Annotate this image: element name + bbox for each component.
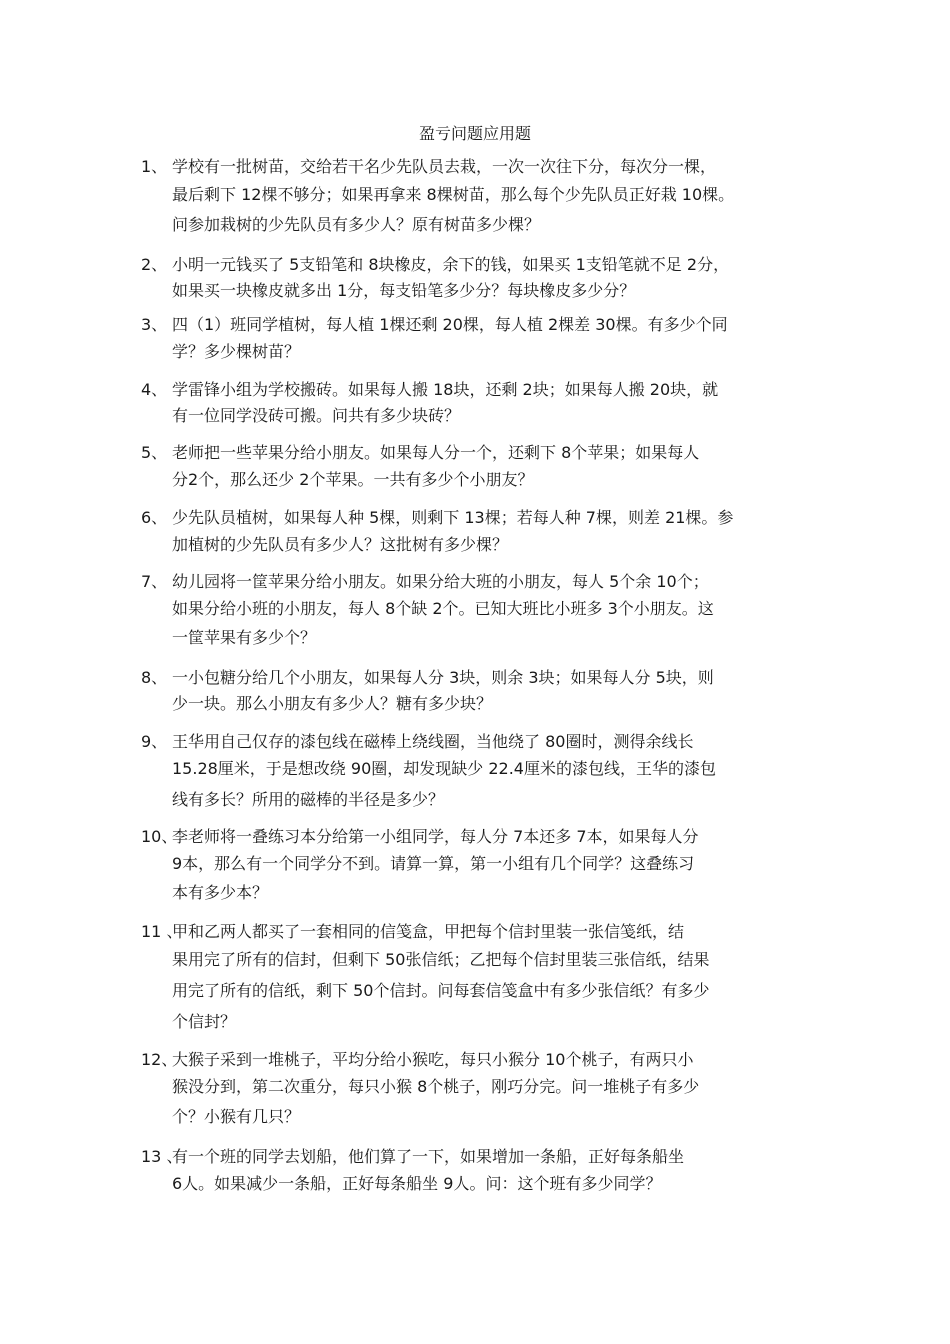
problem-text-line: 学校有一批树苗，交给若干名少先队员去栽，一次一次往下分，每次分一棵， — [172, 157, 717, 176]
problem-text-line: 分2个，那么还少 2个苹果。一共有多少个小朋友？ — [172, 470, 534, 489]
problem-number: 6、 — [141, 508, 168, 527]
problem-number: 2、 — [141, 255, 168, 274]
problem-text-line: 猴没分到，第二次重分，每只小猴 8个桃子，刚巧分完。问一堆桃子有多少 — [172, 1077, 700, 1096]
problem-text-line: 一小包糖分给几个小朋友，如果每人分 3块，则余 3块；如果每人分 5块，则 — [172, 668, 714, 687]
problem-text-line: 有一位同学没砖可搬。问共有多少块砖？ — [172, 406, 461, 425]
problem-text-line: 9本，那么有一个同学分不到。请算一算，第一小组有几个同学？这叠练习 — [172, 854, 695, 873]
problem-text-line: 一筐苹果有多少个？ — [172, 628, 317, 647]
problem-text-line: 甲和乙两人都买了一套相同的信笺盒，甲把每个信封里装一张信笺纸，结 — [172, 922, 685, 941]
problem-text-line: 线有多长？所用的磁棒的半径是多少？ — [172, 790, 445, 809]
problem-text-line: 学雷锋小组为学校搬砖。如果每人搬 18块，还剩 2块；如果每人搬 20块，就 — [172, 380, 719, 399]
problem-number: 1、 — [141, 157, 168, 176]
problem-text-line: 王华用自己仅存的漆包线在磁棒上绕线圈，当他绕了 80圈时，测得余线长 — [172, 732, 694, 751]
problem-text-line: 有一个班的同学去划船，他们算了一下，如果增加一条船，正好每条船坐 — [172, 1147, 685, 1166]
document-title: 盈亏问题应用题 — [418, 124, 531, 143]
problem-text-line: 学？多少棵树苗？ — [172, 342, 301, 361]
problem-number: 11 、 — [141, 922, 183, 941]
problem-text-line: 如果买一块橡皮就多出 1分，每支铅笔多少分？每块橡皮多少分？ — [172, 281, 636, 300]
problem-number: 5、 — [141, 443, 168, 462]
problem-text-line: 问参加栽树的少先队员有多少人？原有树苗多少棵？ — [172, 215, 541, 234]
problem-number: 13 、 — [141, 1147, 183, 1166]
problem-text-line: 个？小猴有几只？ — [172, 1107, 301, 1126]
problem-text-line: 加植树的少先队员有多少人？这批树有多少棵？ — [172, 535, 509, 554]
problem-text-line: 少一块。那么小朋友有多少人？糖有多少块？ — [172, 694, 493, 713]
problem-number: 8、 — [141, 668, 168, 687]
problem-text-line: 少先队员植树，如果每人种 5棵，则剩下 13棵；若每人种 7棵，则差 21棵。参 — [172, 508, 734, 527]
problem-text-line: 四（1）班同学植树，每人植 1棵还剩 20棵，每人植 2棵差 30棵。有多少个同 — [172, 315, 728, 334]
problem-number: 7、 — [141, 572, 168, 591]
problem-text-line: 用完了所有的信纸，剩下 50个信封。问每套信笺盒中有多少张信纸？有多少 — [172, 981, 710, 1000]
problem-text-line: 最后剩下 12棵不够分；如果再拿来 8棵树苗，那么每个少先队员正好栽 10棵。 — [172, 185, 735, 204]
problem-number: 3、 — [141, 315, 168, 334]
problem-text-line: 个信封？ — [172, 1012, 237, 1031]
problem-number: 10、 — [141, 827, 178, 846]
problem-text-line: 本有多少本？ — [172, 883, 269, 902]
problem-text-line: 幼儿园将一筐苹果分给小朋友。如果分给大班的小朋友，每人 5个余 10个； — [172, 572, 709, 591]
problem-text-line: 老师把一些苹果分给小朋友。如果每人分一个，还剩下 8个苹果；如果每人 — [172, 443, 700, 462]
problem-number: 12、 — [141, 1050, 178, 1069]
problem-text-line: 如果分给小班的小朋友，每人 8个缺 2个。已知大班比小班多 3个小朋友。这 — [172, 599, 714, 618]
problem-text-line: 15.28厘米，于是想改绕 90圈，却发现缺少 22.4厘米的漆包线，王华的漆包 — [172, 759, 716, 778]
problem-number: 9、 — [141, 732, 168, 751]
problem-text-line: 6人。如果减少一条船，正好每条船坐 9人。问：这个班有多少同学？ — [172, 1174, 662, 1193]
problem-text-line: 大猴子采到一堆桃子，平均分给小猴吃，每只小猴分 10个桃子，有两只小 — [172, 1050, 694, 1069]
problem-text-line: 李老师将一叠练习本分给第一小组同学，每人分 7本还多 7本，如果每人分 — [172, 827, 699, 846]
problem-number: 4、 — [141, 380, 168, 399]
problem-text-line: 果用完了所有的信封，但剩下 50张信纸；乙把每个信封里装三张信纸，结果 — [172, 950, 710, 969]
problem-text-line: 小明一元钱买了 5支铅笔和 8块橡皮，余下的钱，如果买 1支铅笔就不足 2分， — [172, 255, 730, 274]
